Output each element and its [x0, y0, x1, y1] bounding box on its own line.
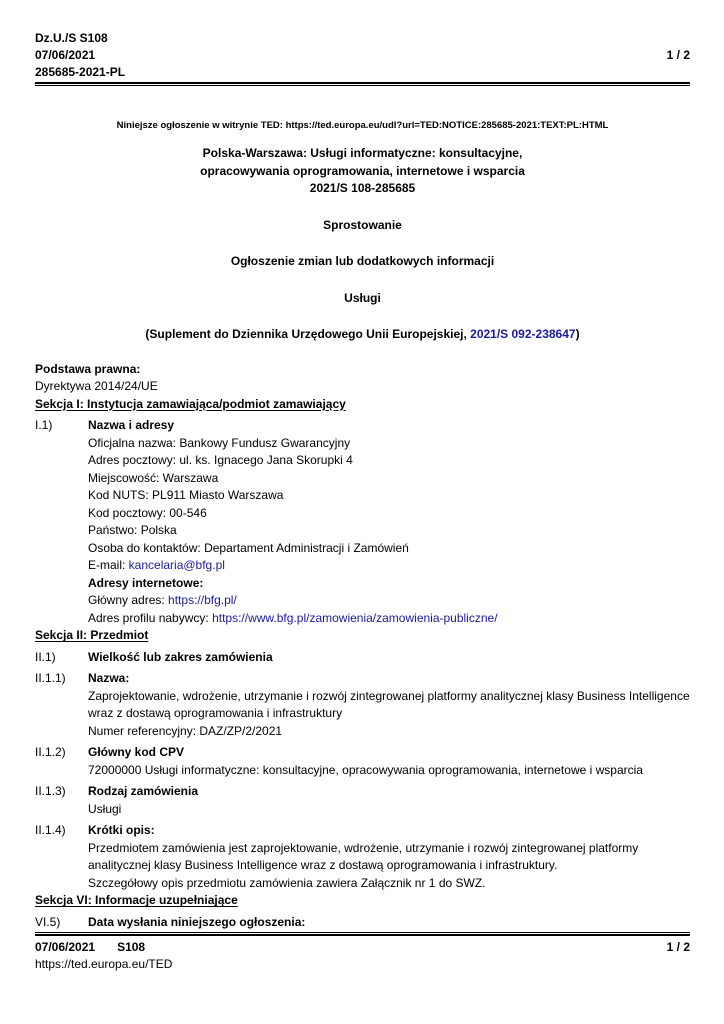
title-line-2: opracowywania oprogramowania, internetowe i wsparcia [200, 163, 525, 178]
header-page-indicator: 1 / 2 [666, 48, 690, 62]
section-item-ii13 [35, 783, 690, 818]
section-item-ii12 [35, 744, 690, 779]
field-email [88, 557, 690, 575]
document-title [35, 145, 690, 198]
document-footer [35, 932, 690, 973]
section-1-heading: Sekcja I: Instytucja zamawiająca/podmiot zamawiający [35, 396, 346, 411]
item-number-ii1: II.1) [35, 649, 56, 664]
ted-notice-link-line: Niniejsze ogłoszenie w witrynie TED: https://ted.europa.eu/udl?url=TED:NOTICE:285685-2021:TEXT:PL:HTML [116, 120, 609, 131]
section-item-ii1 [35, 649, 690, 667]
notice-number: 2021/S 108-285685 [309, 181, 416, 195]
footer-page-indicator: 1 / 2 [666, 940, 690, 954]
main-address-label: Główny adres: [88, 593, 169, 607]
email-label: E-mail: [88, 558, 129, 572]
supplement-suffix: ) [575, 327, 580, 341]
field-contact-person: Osoba do kontaktów: Departament Administracji i Zamówień [88, 540, 409, 555]
services-heading: Usługi [344, 290, 381, 305]
change-notice-heading: Ogłoszenie zmian lub dodatkowych informacji [230, 254, 495, 268]
item-title-ii13: Rodzaj zamówienia [88, 784, 199, 798]
reference-number-text: Numer referencyjny: DAZ/ZP/2/2021 [88, 723, 283, 738]
internet-addresses-heading: Adresy internetowe: [88, 575, 204, 590]
main-address-link[interactable]: https://bfg.pl/ [168, 593, 237, 607]
field-buyer-profile [88, 610, 690, 628]
header-rule [35, 82, 690, 86]
item-title-vi5: Data wysłania niniejszego ogłoszenia: [88, 914, 306, 929]
legal-basis-heading: Podstawa prawna: [35, 361, 141, 376]
item-title-ii14: Krótki opis: [88, 823, 155, 837]
email-link[interactable]: kancelaria@bfg.pl [128, 558, 225, 572]
item-title-ii1: Wielkość lub zakres zamówienia [88, 649, 273, 664]
document-body [35, 361, 690, 932]
short-description-text-2: Szczegółowy opis przedmiotu zamówienia zawiera Załącznik nr 1 do SWZ. [88, 875, 486, 890]
correction-heading: Sprostowanie [323, 217, 402, 232]
buyer-profile-link[interactable]: https://www.bfg.pl/zamowienia/zamowienia-publiczne/ [212, 610, 498, 625]
header-doc-id: 285685-2021-PL [35, 65, 126, 79]
item-title-ii11: Nazwa: [88, 671, 130, 685]
supplement-oj-link[interactable]: 2021/S 092-238647 [470, 327, 576, 341]
field-nuts-code: Kod NUTS: PL911 Miasto Warszawa [88, 488, 284, 502]
item-title-i1: Nazwa i adresy [88, 418, 175, 432]
field-postal-code: Kod pocztowy: 00-546 [88, 505, 207, 520]
footer-rule [35, 932, 690, 936]
item-number-i1: I.1) [35, 418, 53, 432]
header-date: 07/06/2021 [35, 48, 96, 62]
field-city: Miejscowość: Warszawa [88, 470, 219, 485]
footer-series: S108 [117, 940, 146, 954]
header-gazette: Dz.U./S S108 [35, 31, 108, 45]
section-item-ii14 [35, 822, 690, 892]
footer-date: 07/06/2021 [35, 940, 96, 954]
supplement-line [35, 326, 690, 344]
section-item-vi5 [35, 914, 690, 932]
cpv-code-text: 72000000 Usługi informatyczne: konsultacyjne, opracowywania oprogramowania, internetowe i wsparcia [88, 762, 643, 777]
supplement-prefix: (Suplement do Dziennika Urzędowego Unii Europejskiej, [145, 327, 471, 341]
item-title-ii12: Główny kod CPV [88, 745, 185, 759]
item-number-vi5: VI.5) [35, 914, 61, 929]
short-description-text-1: Przedmiotem zamówienia jest zaprojektowanie, wdrożenie, utrzymanie i rozwój zintegrowanej platformy analitycznej klasy Business Intelligence wraz z dostawą oprogramowania i infrastruktury. [88, 840, 639, 872]
contract-name-text: Zaprojektowanie, wdrożenie, utrzymanie i rozwój zintegrowanej platformy analitycznej klasy Business Intelligence wraz z dostawą oprogramowania i infrastruktury [88, 688, 690, 720]
field-main-address [88, 592, 690, 610]
section-6-heading: Sekcja VI: Informacje uzupełniające [35, 893, 238, 907]
section-2-heading: Sekcja II: Przedmiot [35, 628, 149, 642]
section-item-ii11 [35, 670, 690, 740]
field-official-name: Oficjalna nazwa: Bankowy Fundusz Gwarancyjny [88, 435, 351, 450]
field-postal-address: Adres pocztowy: ul. ks. Ignacego Jana Skorupki 4 [88, 453, 353, 467]
buyer-profile-label: Adres profilu nabywcy: [88, 610, 213, 625]
footer-url: https://ted.europa.eu/TED [35, 957, 173, 971]
section-item-i1 [35, 417, 690, 627]
legal-basis-text: Dyrektywa 2014/24/UE [35, 379, 158, 393]
item-number-ii13: II.1.3) [35, 784, 66, 798]
field-country: Państwo: Polska [88, 523, 177, 537]
item-number-ii12: II.1.2) [35, 745, 66, 759]
title-line-1: Polska-Warszawa: Usługi informatyczne: konsultacyjne, [202, 146, 523, 160]
contract-type-text: Usługi [88, 801, 122, 816]
document-header [35, 30, 690, 81]
item-number-ii14: II.1.4) [35, 823, 66, 837]
item-number-ii11: II.1.1) [35, 671, 66, 685]
